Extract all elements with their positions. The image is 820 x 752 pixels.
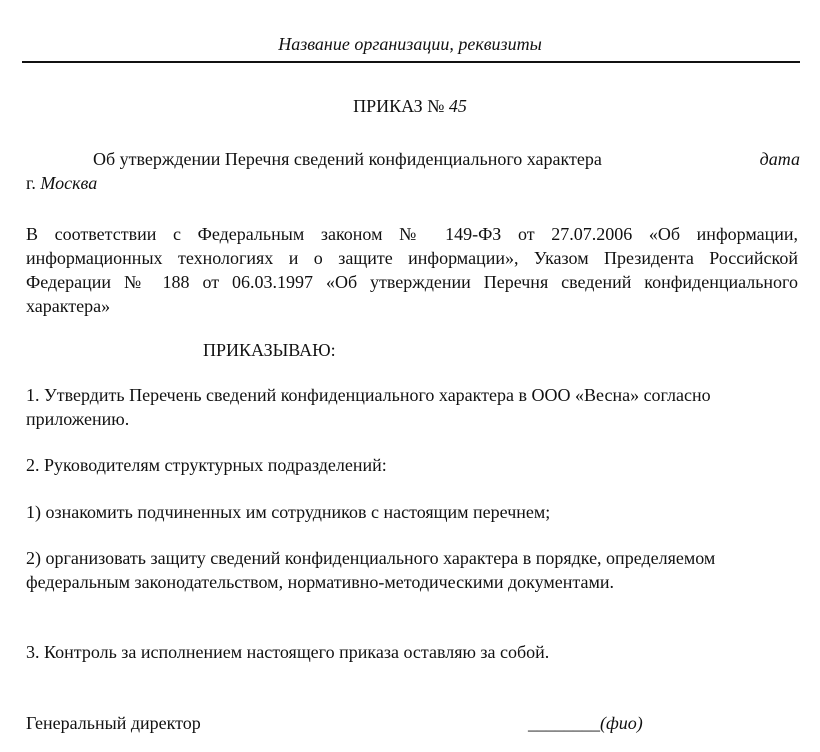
order-title bbox=[0, 96, 820, 117]
order-number: 45 bbox=[448, 96, 467, 116]
order-item-2-sub-2: 2) организовать защиту сведений конфиденциального характера в порядке, определяемом федеральным законодательством, нормативно-методическими документами. bbox=[26, 548, 716, 592]
order-directive-heading: ПРИКАЗЫВАЮ: bbox=[203, 340, 336, 360]
signatory-name-placeholder: (фио) bbox=[600, 713, 643, 733]
order-city bbox=[26, 173, 97, 194]
signatory-position: Генеральный директор bbox=[26, 713, 201, 733]
order-subject: Об утверждении Перечня сведений конфиденциального характера bbox=[93, 149, 602, 169]
order-item-2: 2. Руководителям структурных подразделений: bbox=[26, 455, 387, 475]
order-item-1: 1. Утвердить Перечень сведений конфиденциального характера в ООО «Весна» согласно приложению. bbox=[26, 385, 711, 429]
order-title-prefix: ПРИКАЗ № bbox=[353, 96, 449, 116]
order-item-2-sub-1: 1) ознакомить подчиненных им сотрудников с настоящим перечнем; bbox=[26, 502, 551, 522]
signature-blank: ________ bbox=[528, 713, 600, 733]
organization-header: Название организации, реквизиты bbox=[278, 34, 542, 54]
city-name: Москва bbox=[40, 173, 98, 193]
order-date: дата bbox=[759, 149, 800, 169]
signature-field bbox=[528, 713, 643, 734]
order-item-3: 3. Контроль за исполнением настоящего приказа оставляю за собой. bbox=[26, 642, 550, 662]
city-prefix: г. bbox=[26, 173, 41, 193]
header-divider bbox=[22, 61, 800, 63]
legal-basis-paragraph: В соответствии с Федеральным законом № 149-ФЗ от 27.07.2006 «Об информации, информационных технологиях и о защите информации», Указом Президента Российской Федерации № 188 от 06.03.1997 «Об утверждении Перечня сведений конфиденциального характера» bbox=[26, 224, 798, 316]
